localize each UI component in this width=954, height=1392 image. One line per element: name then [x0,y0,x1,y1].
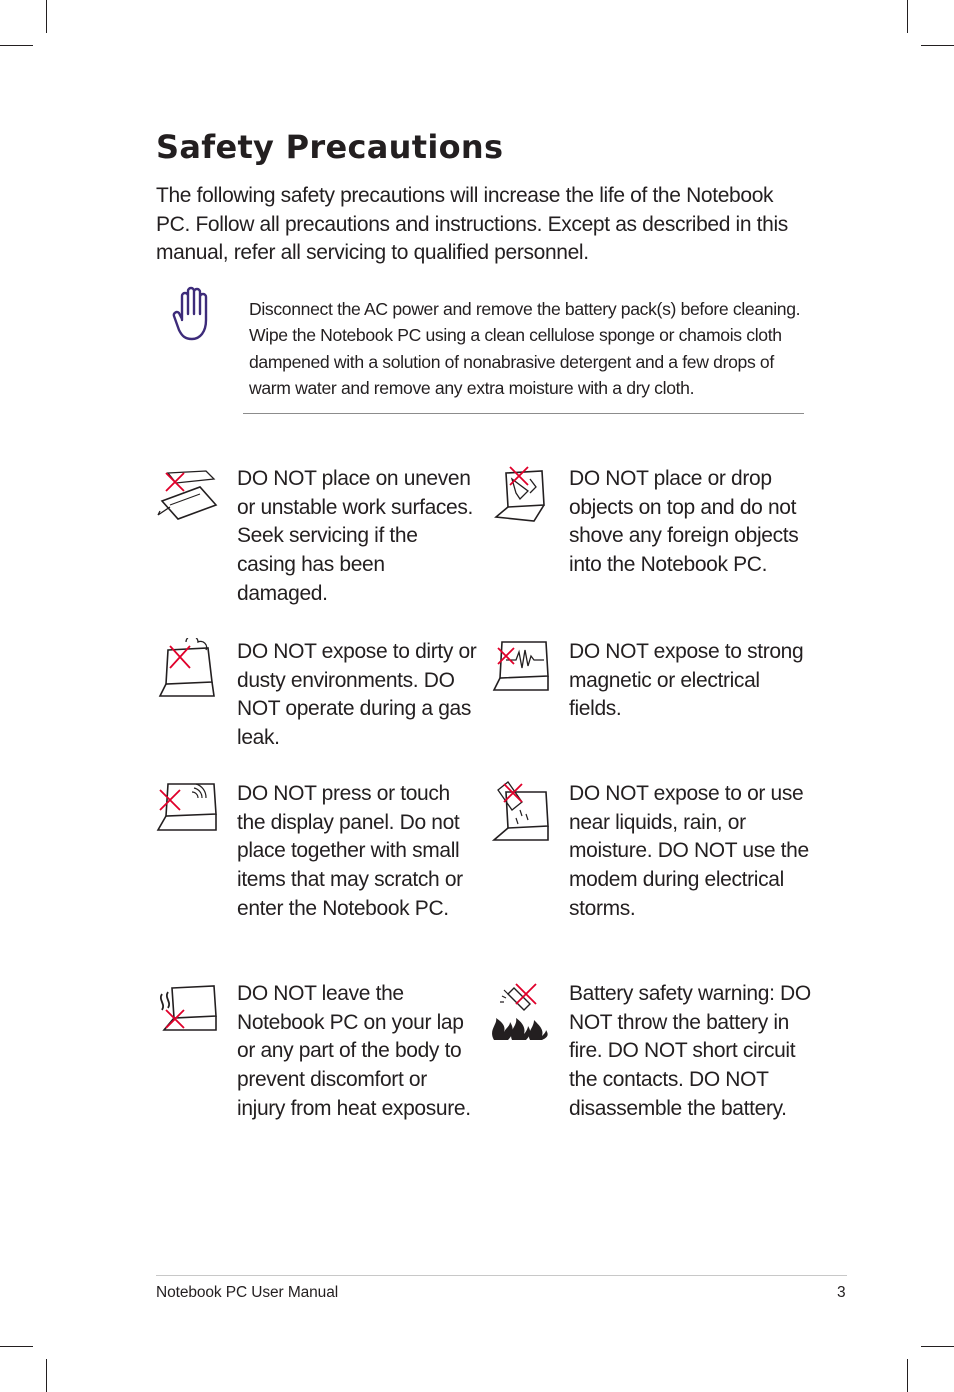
footer-page-number: 3 [837,1284,846,1301]
warning-text: DO NOT place on uneven or unstable work surfaces. Seek servicing if the casing has been damaged. [237,467,474,605]
crop-mark [907,1359,908,1392]
page-title: Safety Precautions [156,128,504,166]
crop-mark [921,1346,954,1347]
intro-paragraph: The following safety precautions will increase the life of the Notebook PC. Follow all precautions and instructions. Except as described in this manual, refer all servicing to qualified personnel. [156,184,788,264]
battery-fire-icon [490,980,552,1042]
crop-mark [0,45,33,46]
warning-text: DO NOT press or touch the display panel. Do not place together with small items that may scratch or enter the Notebook PC. [237,782,463,920]
liquid-icon [490,780,552,842]
cleaning-note [243,296,804,414]
dropped-objects-icon [490,465,552,527]
unstable-surface-icon [156,465,218,527]
heat-lap-icon [156,980,218,1042]
touch-display-icon [156,780,218,842]
warning-text: DO NOT place or drop objects on top and do not shove any foreign objects into the Notebook PC. [569,467,799,577]
magnetic-field-icon [490,638,552,700]
footer-manual-name: Notebook PC User Manual [156,1284,339,1301]
cleaning-note-text: Disconnect the AC power and remove the battery pack(s) before cleaning. Wipe the Notebook PC using a clean cellulose sponge or chamois cloth dampened with a solution of nonabrasive detergent and a few drops of warm water and remove any extra moisture with a dry cloth. [249,299,801,398]
hand-stop-icon [170,286,216,342]
warning-text: Battery safety warning: DO NOT throw the battery in fire. DO NOT short circuit the contacts. DO NOT disassemble the battery. [569,982,811,1120]
crop-mark [46,1359,47,1392]
crop-mark [0,1346,33,1347]
crop-mark [907,0,908,33]
warning-text: DO NOT expose to dirty or dusty environments. DO NOT operate during a gas leak. [237,640,477,750]
crop-mark [46,0,47,33]
warning-text: DO NOT expose to strong magnetic or electrical fields. [569,640,804,721]
warning-text: DO NOT expose to or use near liquids, rain, or moisture. DO NOT use the modem during electrical storms. [569,782,809,920]
dust-icon [156,638,218,700]
warning-text: DO NOT leave the Notebook PC on your lap or any part of the body to prevent discomfort or injury from heat exposure. [237,982,471,1120]
crop-mark [921,45,954,46]
footer-divider [156,1275,847,1276]
